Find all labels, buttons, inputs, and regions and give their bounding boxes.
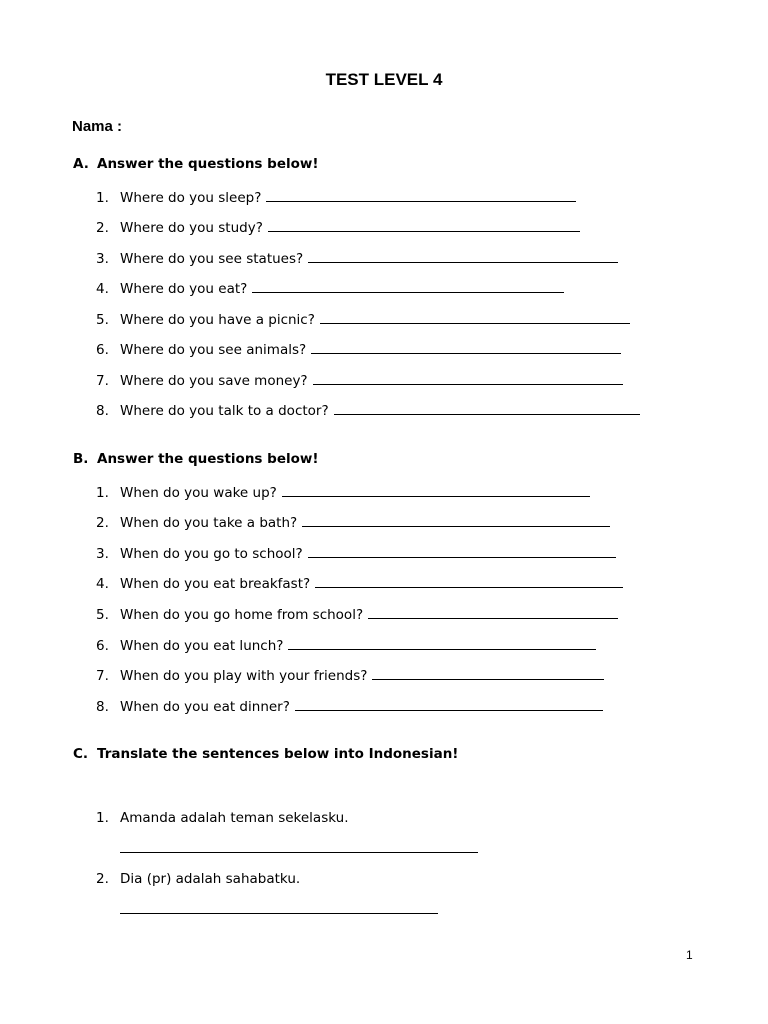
question-number: 5. xyxy=(96,607,109,623)
question-text: When do you take a bath? xyxy=(120,515,298,531)
question-number: 4. xyxy=(96,576,109,592)
sentence-c-1 xyxy=(96,804,349,826)
answer-blank[interactable] xyxy=(288,649,596,650)
answer-blank[interactable] xyxy=(302,526,610,527)
question-a-7 xyxy=(96,367,623,389)
question-b-6 xyxy=(96,632,596,654)
question-number: 8. xyxy=(96,403,109,419)
question-number: 7. xyxy=(96,668,109,684)
question-b-3 xyxy=(96,540,616,562)
sentence-text: Amanda adalah teman sekelasku. xyxy=(120,810,349,826)
question-number: 6. xyxy=(96,638,109,654)
answer-blank[interactable] xyxy=(266,201,576,202)
question-a-1 xyxy=(96,184,576,206)
question-number: 7. xyxy=(96,373,109,389)
section-a-title: Answer the questions below! xyxy=(97,156,319,172)
question-number: 6. xyxy=(96,342,109,358)
question-text: When do you eat dinner? xyxy=(120,699,290,715)
question-text: Where do you eat? xyxy=(120,281,248,297)
section-c-letter: C. xyxy=(73,746,89,762)
question-text: Where do you save money? xyxy=(120,373,308,389)
page-title: TEST LEVEL 4 xyxy=(325,70,443,89)
question-text: When do you wake up? xyxy=(120,485,277,501)
question-number: 1. xyxy=(96,190,109,206)
question-number: 3. xyxy=(96,251,109,267)
question-b-5 xyxy=(96,601,618,623)
answer-blank[interactable] xyxy=(320,323,630,324)
question-text: Where do you have a picnic? xyxy=(120,312,315,328)
sentence-number: 1. xyxy=(96,810,109,826)
question-text: Where do you see animals? xyxy=(120,342,307,358)
question-number: 4. xyxy=(96,281,109,297)
answer-blank[interactable] xyxy=(334,414,640,415)
section-c-title: Translate the sentences below into Indonesian! xyxy=(97,746,459,762)
answer-blank[interactable] xyxy=(268,231,580,232)
answer-blank[interactable] xyxy=(282,496,590,497)
question-b-7 xyxy=(96,662,604,684)
answer-blank[interactable] xyxy=(315,587,623,588)
question-text: When do you go to school? xyxy=(120,546,303,562)
sentence-text: Dia (pr) adalah sahabatku. xyxy=(120,871,301,887)
question-text: Where do you see statues? xyxy=(120,251,304,267)
question-number: 3. xyxy=(96,546,109,562)
section-b-letter: B. xyxy=(73,451,89,467)
translation-answer-line-2[interactable] xyxy=(120,913,438,914)
question-a-3 xyxy=(96,245,618,267)
question-text: When do you eat lunch? xyxy=(120,638,284,654)
answer-blank[interactable] xyxy=(308,262,618,263)
answer-blank[interactable] xyxy=(252,292,564,293)
answer-blank[interactable] xyxy=(311,353,621,354)
question-text: Where do you study? xyxy=(120,220,263,236)
question-number: 1. xyxy=(96,485,109,501)
question-text: Where do you talk to a doctor? xyxy=(120,403,329,419)
question-a-6 xyxy=(96,336,621,358)
question-b-4 xyxy=(96,570,623,592)
question-number: 2. xyxy=(96,220,109,236)
question-text: When do you go home from school? xyxy=(120,607,364,623)
question-a-2 xyxy=(96,214,580,236)
question-number: 5. xyxy=(96,312,109,328)
section-b-heading xyxy=(73,451,319,467)
question-number: 2. xyxy=(96,515,109,531)
question-text: Where do you sleep? xyxy=(120,190,262,206)
answer-blank[interactable] xyxy=(313,384,623,385)
question-b-1 xyxy=(96,479,590,501)
translation-answer-line-1[interactable] xyxy=(120,852,478,853)
answer-blank[interactable] xyxy=(295,710,603,711)
question-a-4 xyxy=(96,275,564,297)
section-c-heading xyxy=(73,746,458,762)
page-number: 1 xyxy=(686,948,693,962)
section-b-title: Answer the questions below! xyxy=(97,451,319,467)
question-a-8 xyxy=(96,397,640,419)
question-text: When do you eat breakfast? xyxy=(120,576,311,592)
section-a-letter: A. xyxy=(73,156,89,172)
question-b-2 xyxy=(96,509,610,531)
answer-blank[interactable] xyxy=(308,557,616,558)
name-label: Nama : xyxy=(72,118,123,135)
answer-blank[interactable] xyxy=(368,618,618,619)
question-a-5 xyxy=(96,306,630,328)
question-number: 8. xyxy=(96,699,109,715)
section-a-heading xyxy=(73,156,319,172)
question-b-8 xyxy=(96,693,603,715)
sentence-number: 2. xyxy=(96,871,109,887)
question-text: When do you play with your friends? xyxy=(120,668,368,684)
sentence-c-2 xyxy=(96,865,300,887)
answer-blank[interactable] xyxy=(372,679,604,680)
